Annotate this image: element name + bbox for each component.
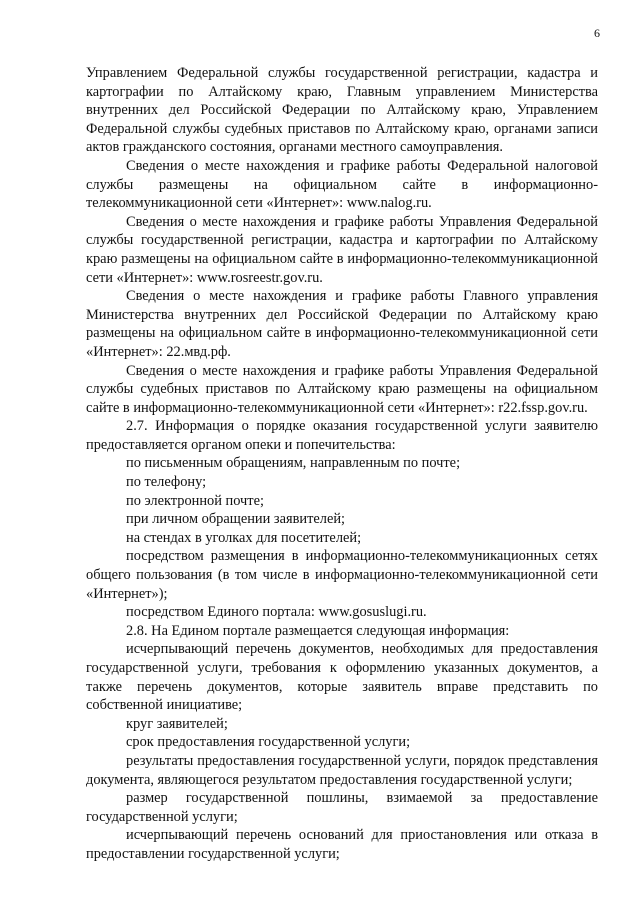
paragraph: посредством размещения в информационно-телекоммуникационных сетях общего пользования (в том числе в информационно-телекоммуникационной сети «Интернет»); <box>86 548 598 602</box>
paragraph: исчерпывающий перечень оснований для приостановления или отказа в предоставлении государственной услуги; <box>86 827 598 862</box>
list-item: по электронной почте; <box>126 492 264 509</box>
list-item: 2.8. На Едином портале размещается следующая информация: <box>126 622 510 639</box>
list-item: посредством Единого портала: www.gosuslugi.ru. <box>126 604 427 621</box>
document-body <box>86 64 598 864</box>
paragraph: Управлением Федеральной службы государственной регистрации, кадастра и картографии по Алтайскому краю, Главным управлением Министерства внутренних дел Российской Федерации по Алтайскому краю, Управлением Федеральной службы судебных приставов по Алтайскому краю, органами записи актов гражданского состояния, органами местного самоуправления. <box>86 65 598 156</box>
list-item: круг заявителей; <box>126 715 228 732</box>
list-item: по письменным обращениям, направленным по почте; <box>126 455 461 472</box>
paragraph: Сведения о месте нахождения и графике работы Главного управления Министерства внутренних дел Российской Федерации по Алтайскому краю размещены на официальном сайте в информационно-телекоммуникационной сети «Интернет»: 22.мвд.рф. <box>86 288 598 360</box>
list-item: срок предоставления государственной услуги; <box>126 734 411 751</box>
paragraph: Сведения о месте нахождения и графике работы Управления Федеральной службы судебных приставов по Алтайскому краю размещены на официальном сайте в информационно-телекоммуникационной сети «Интернет»: r22.fssp.gov.ru. <box>86 362 598 416</box>
list-item: на стендах в уголках для посетителей; <box>126 529 362 546</box>
paragraph: Сведения о месте нахождения и графике работы Федеральной налоговой службы размещены на официальном сайте в информационно-телекоммуникационной сети «Интернет»: www.nalog.ru. <box>86 157 598 212</box>
page-number: 6 <box>594 26 600 40</box>
paragraph: исчерпывающий перечень документов, необходимых для предоставления государственной услуги, требования к оформлению указанных документов, а также перечень документов, которые заявитель вправе представить по собственной инициативе; <box>86 641 598 714</box>
list-item: при личном обращении заявителей; <box>126 511 346 528</box>
paragraph: результаты предоставления государственной услуги, порядок представления документа, являющегося результатом предоставления государственной услуги; <box>86 752 598 788</box>
paragraph: 2.7. Информация о порядке оказания государственной услуги заявителю предоставляется органом опеки и попечительства: <box>86 418 598 453</box>
paragraph: размер государственной пошлины, взимаемой за предоставление государственной услуги; <box>86 790 598 825</box>
list-item: по телефону; <box>126 474 207 491</box>
paragraph: Сведения о месте нахождения и графике работы Управления Федеральной службы государственной регистрации, кадастра и картографии по Алтайскому краю размещены на официальном сайте в информационно-телекоммуникационной сети «Интернет»: www.rosreestr.gov.ru. <box>86 213 598 286</box>
